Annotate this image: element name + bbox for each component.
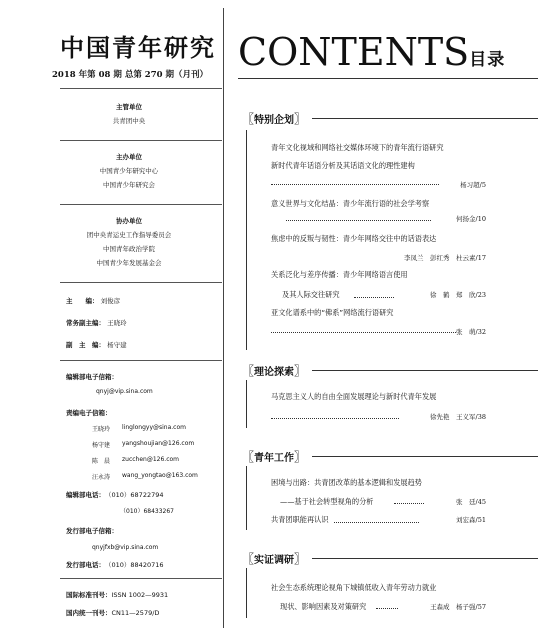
editor-row xyxy=(66,296,120,305)
section-bar xyxy=(246,466,247,530)
deputy-editor-row xyxy=(66,340,127,349)
article-author: 李凤兰 彭红秀 杜云素 xyxy=(404,254,476,262)
duty-email-label xyxy=(66,408,112,417)
duty-email-label-text: 责编电子信箱： xyxy=(66,409,112,417)
article-title[interactable]: 共青团职能再认识 xyxy=(271,515,329,524)
article-author-page xyxy=(456,515,486,524)
article-page: /23 xyxy=(475,291,486,299)
section-title: 实证调研 xyxy=(254,555,295,566)
article-author: 张 廷 xyxy=(456,498,476,506)
host-name: 中国青少年研究会 xyxy=(103,181,155,189)
leader-dots xyxy=(271,332,456,333)
article-author-page xyxy=(456,497,486,506)
article-author-page xyxy=(430,290,486,299)
article-page: /38 xyxy=(475,413,486,421)
deputy-editor-name: 杨守建 xyxy=(107,341,127,349)
duty-editor-email: zucchen@126.com xyxy=(122,456,180,463)
editor-label: 主 编： xyxy=(66,297,99,305)
article-title[interactable]: 困境与出路：共青团改革的基本逻辑和发展趋势 xyxy=(271,478,422,487)
host-block xyxy=(18,150,240,192)
journal-logo: 中国青年研究 xyxy=(60,33,216,62)
article-author: 王森成 杨子强 xyxy=(430,603,476,611)
exec-editor-label: 常务副主编： xyxy=(66,319,105,327)
cn: CN11—2579/D xyxy=(111,609,160,617)
section-title: 理论探索 xyxy=(254,367,295,378)
leader-dots xyxy=(376,608,398,609)
article-page: /45 xyxy=(475,498,486,506)
pub-phone: （010）88420716 xyxy=(105,561,164,569)
contents-heading xyxy=(238,30,505,82)
article-author-page xyxy=(404,253,486,262)
article-page: /32 xyxy=(475,328,486,336)
co-host-block xyxy=(18,214,240,270)
leader-dots xyxy=(334,522,419,523)
article-page: /57 xyxy=(475,603,486,611)
cn-label: 国内统一刊号： xyxy=(66,609,112,617)
section-bar xyxy=(246,568,247,618)
divider xyxy=(60,140,222,141)
issn: ISSN 1002—9931 xyxy=(111,591,169,599)
article-author: 刘宏森 xyxy=(456,516,476,524)
duty-editor-email: wang_yongtao@163.com xyxy=(122,472,198,479)
article-title[interactable]: 新时代青年话语分析及其话语文化的理性建构 xyxy=(271,161,415,170)
article-title[interactable]: 现状、影响因素及对策研究 xyxy=(280,602,367,611)
pub-phone-label: 发行部电话： xyxy=(66,561,105,569)
section-title: 青年工作 xyxy=(254,453,295,464)
leader-dots xyxy=(354,297,394,298)
section-rule xyxy=(312,558,538,559)
edit-phone-row xyxy=(66,490,164,499)
article-author-page xyxy=(430,412,486,421)
supervisor-name: 共青团中央 xyxy=(112,117,146,125)
divider xyxy=(60,578,222,579)
edit-email-label xyxy=(66,372,118,381)
article-page: /17 xyxy=(475,254,486,262)
leader-dots xyxy=(271,418,399,419)
section-rule xyxy=(312,456,538,457)
section-heading: 〖实证调研〗 xyxy=(242,552,307,566)
duty-editor-name: 杨守建 xyxy=(92,442,111,449)
article-author: 张 萌 xyxy=(456,328,476,336)
article-title[interactable]: 及其人际交往研究 xyxy=(282,290,340,299)
article-title[interactable]: 马克思主义人的自由全面发展理论与新时代青年发展 xyxy=(271,392,437,401)
host-name: 中国青少年研究中心 xyxy=(99,167,159,175)
co-host-name: 中国青少年发展基金会 xyxy=(96,259,162,267)
article-author-page xyxy=(430,602,486,611)
pub-email: qnyjfxb@vip.sina.com xyxy=(92,544,159,551)
leader-dots xyxy=(271,184,439,185)
section-rule xyxy=(312,118,538,119)
article-author: 杨习超 xyxy=(460,181,480,189)
supervisor-heading: 主管单位 xyxy=(116,103,142,111)
section-heading: 〖特别企划〗 xyxy=(242,112,307,126)
divider xyxy=(60,204,222,205)
article-title[interactable]: 焦虑中的反叛与韧性：青少年网络交往中的话语表达 xyxy=(271,234,437,243)
heading-rule xyxy=(238,78,538,79)
edit-phone-label: 编辑部电话： xyxy=(66,491,105,499)
divider xyxy=(60,88,222,89)
section-bar xyxy=(246,130,247,350)
article-title[interactable]: 社会生态系统理论视角下城镇低收入青年劳动力就业 xyxy=(271,583,437,592)
host-heading: 主办单位 xyxy=(116,153,142,161)
duty-editor-name: 汪永涛 xyxy=(92,474,111,481)
pub-phone-row xyxy=(66,560,164,569)
section-bar xyxy=(246,380,247,428)
article-page: /10 xyxy=(475,215,486,223)
duty-editor-email: yangshoujian@126.com xyxy=(122,440,195,447)
exec-editor-name: 王晓玲 xyxy=(107,319,127,327)
contents-column xyxy=(224,0,540,635)
article-title[interactable]: 关系泛化与差序传播：青少年网络语言使用 xyxy=(271,270,408,279)
edit-phone-2: （010）68433267 xyxy=(120,508,174,515)
divider xyxy=(60,282,222,283)
issn-label: 国际标准刊号： xyxy=(66,591,112,599)
contents-title-cn: 目录 xyxy=(469,50,506,70)
divider xyxy=(60,360,222,361)
exec-editor-row xyxy=(66,318,127,327)
supervisor-block xyxy=(18,100,240,128)
article-author: 何扬金 xyxy=(456,215,476,223)
section-heading: 〖青年工作〗 xyxy=(242,450,307,464)
edit-email: qnyj@vip.sina.com xyxy=(96,388,153,395)
issue-info: 2018 年第 08 期 总第 270 期（月刊） xyxy=(52,70,208,80)
issn-row xyxy=(66,590,168,599)
duty-editor-email: linglongyy@sina.com xyxy=(122,424,186,431)
co-host-heading: 协办单位 xyxy=(116,217,142,225)
leader-dots xyxy=(394,503,424,504)
article-author: 徐先艳 王义军 xyxy=(430,413,476,421)
edit-email-label-text: 编辑部电子信箱： xyxy=(66,373,118,381)
editor-name: 刘俊彦 xyxy=(100,297,121,305)
article-title[interactable]: 意义世界与文化结晶：青少年流行语的社会学考察 xyxy=(271,199,430,208)
article-author: 徐 鹤 郑 欣 xyxy=(430,291,476,299)
article-title[interactable]: 青年文化视域和网络社交媒体环境下的青年流行语研究 xyxy=(271,143,444,152)
deputy-editor-label: 副 主 编： xyxy=(66,341,105,349)
masthead-column xyxy=(0,0,222,635)
cn-row xyxy=(66,608,159,617)
section-title: 特别企划 xyxy=(254,115,295,126)
duty-editor-name: 陈 晨 xyxy=(92,458,111,465)
contents-title: CONTENTS xyxy=(238,30,470,74)
edit-phone: （010）68722794 xyxy=(105,491,164,499)
article-author-page xyxy=(456,214,486,223)
section-rule xyxy=(312,370,538,371)
article-page: /5 xyxy=(479,181,486,189)
section-heading: 〖理论探索〗 xyxy=(242,364,307,378)
co-host-name: 团中央青运史工作指导委员会 xyxy=(86,231,172,239)
article-author-page xyxy=(456,327,486,336)
pub-email-label xyxy=(66,526,118,535)
pub-email-label-text: 发行部电子信箱： xyxy=(66,527,118,535)
article-author-page xyxy=(460,180,486,189)
duty-editor-name: 王晓玲 xyxy=(92,426,111,433)
article-page: /51 xyxy=(475,516,486,524)
co-host-name: 中国青年政治学院 xyxy=(103,245,155,253)
article-title[interactable]: ——基于社会转型视角的分析 xyxy=(280,497,374,506)
leader-dots xyxy=(286,220,431,221)
article-title[interactable]: 亚文化谱系中的“佛系”网络流行语研究 xyxy=(271,308,394,317)
